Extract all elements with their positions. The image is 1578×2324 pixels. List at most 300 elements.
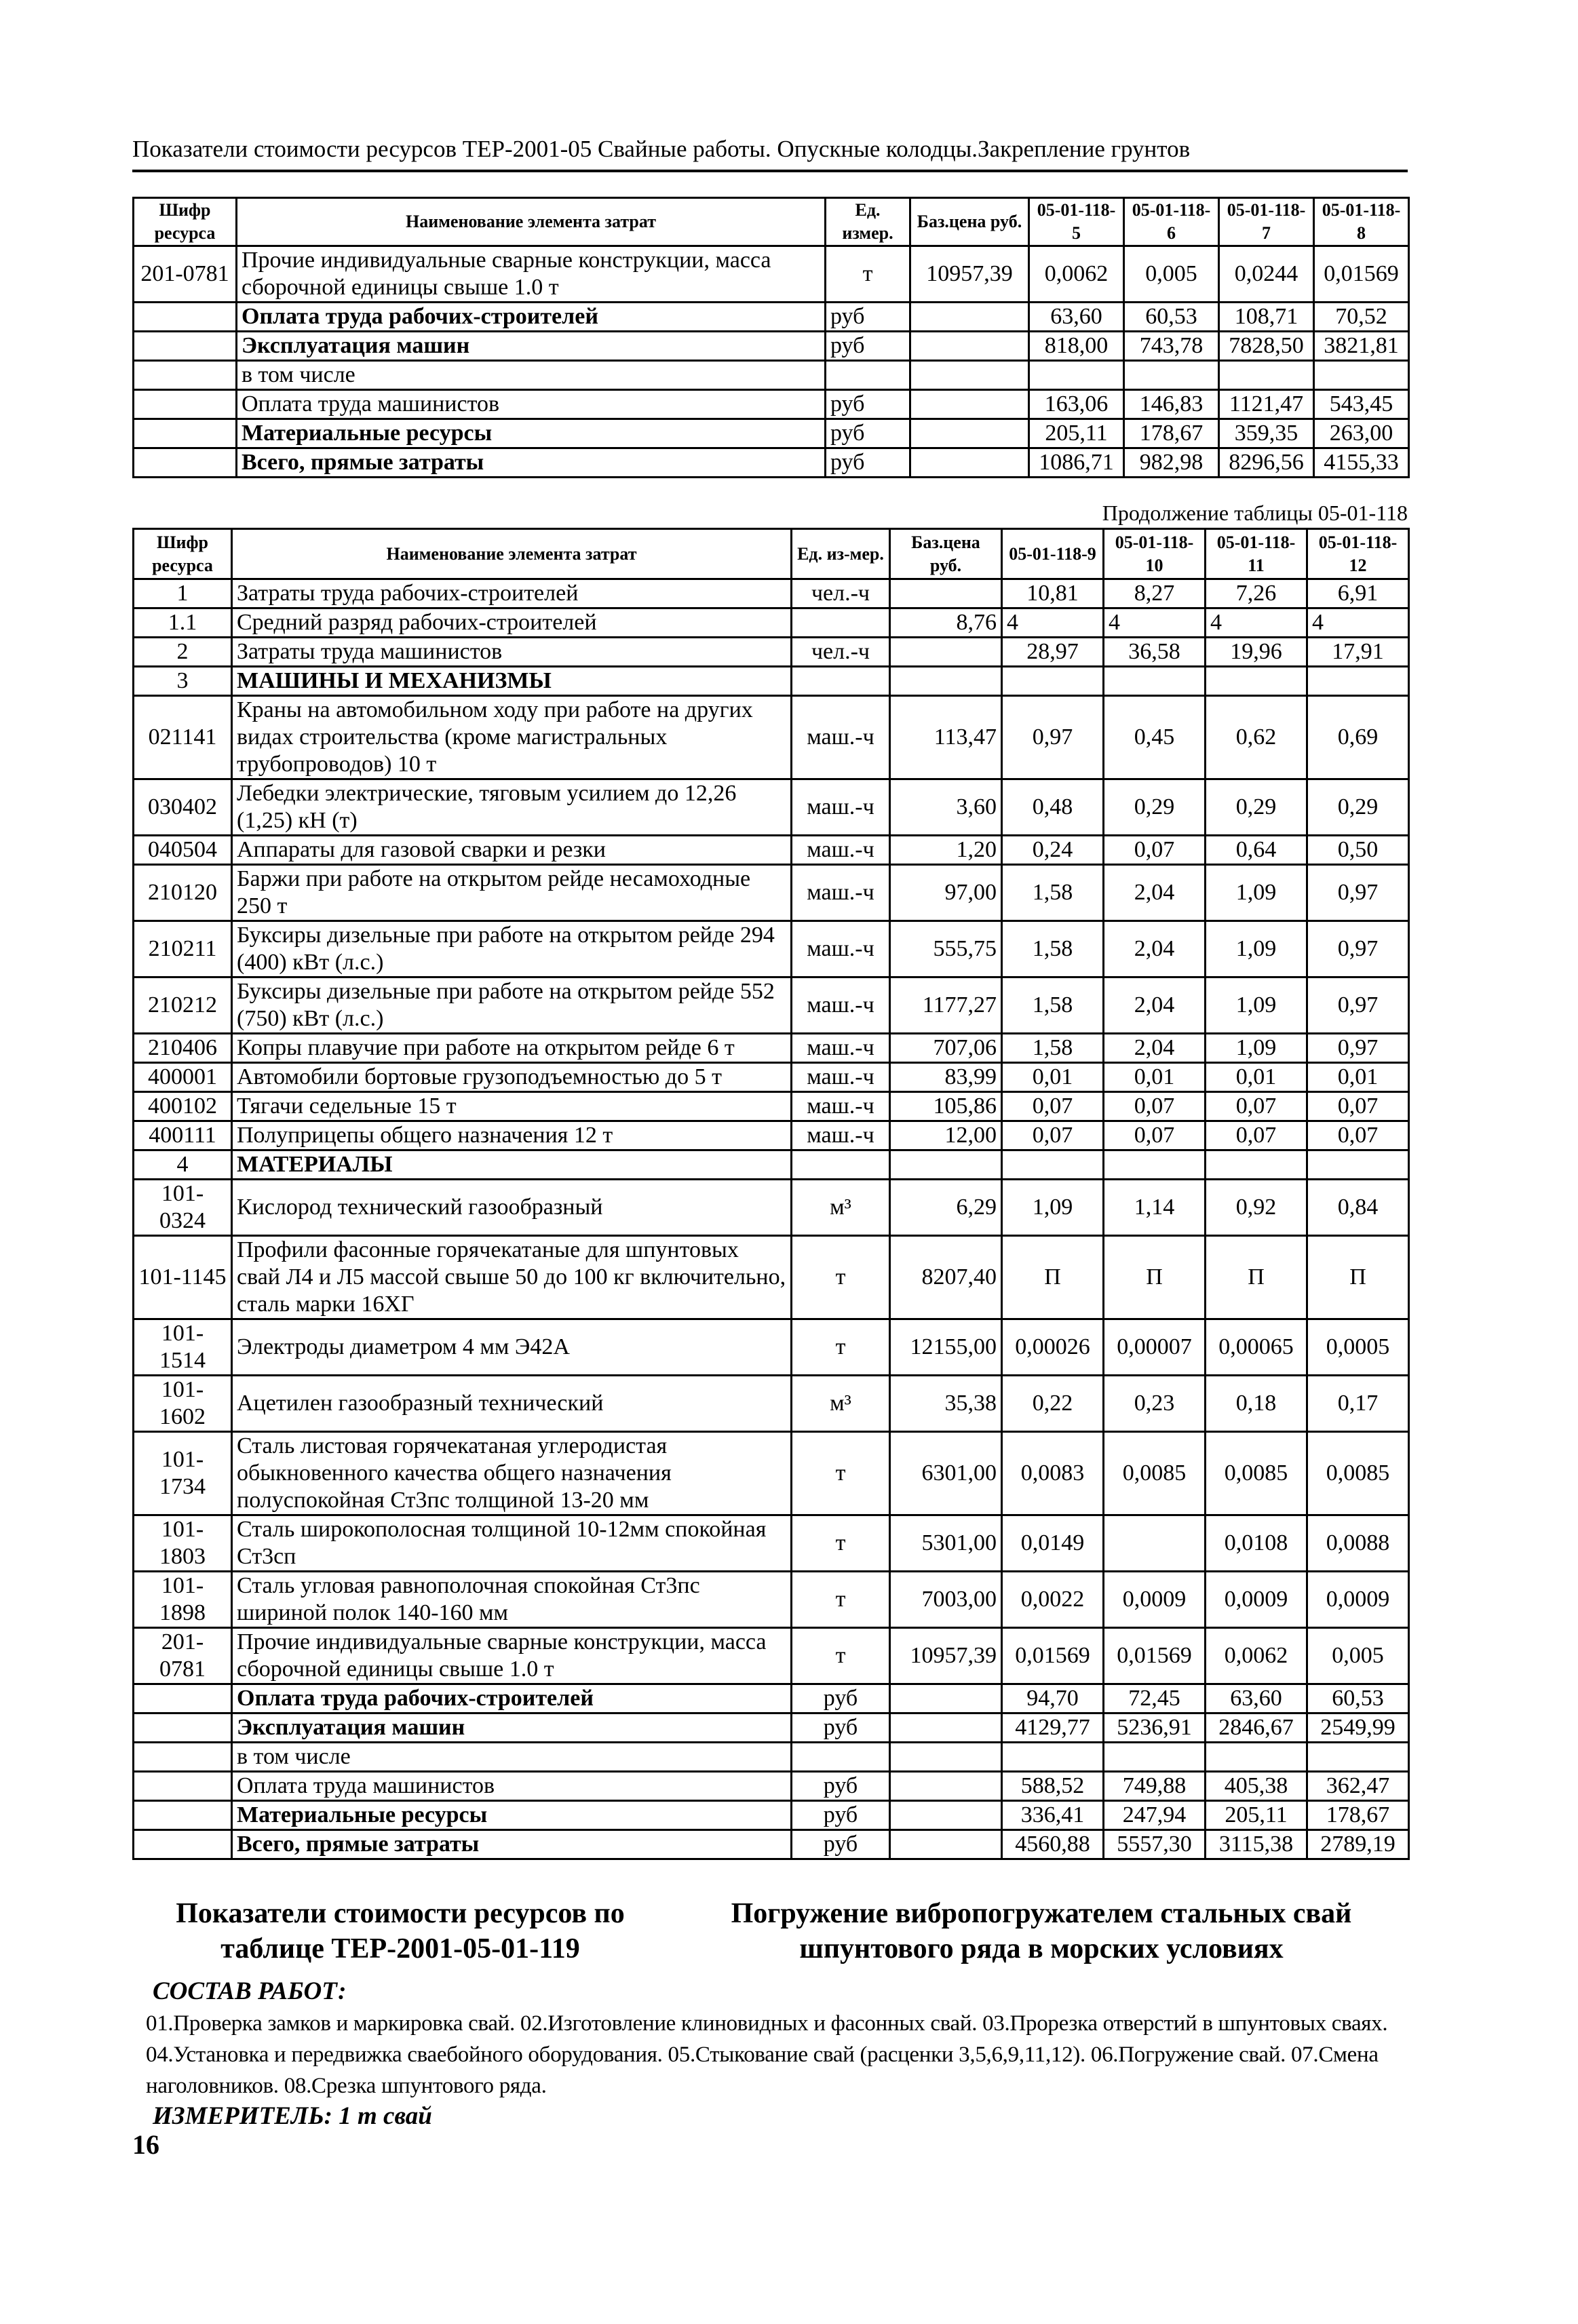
resource-code: 210406 bbox=[134, 1034, 232, 1063]
resource-code: 101-1514 bbox=[134, 1319, 232, 1376]
summary-value: 178,67 bbox=[1124, 419, 1219, 448]
summary-label: Материальные ресурсы bbox=[232, 1801, 792, 1830]
col-header-rate: 05-01-118-6 bbox=[1124, 198, 1219, 246]
summary-value: 818,00 bbox=[1029, 332, 1124, 361]
resource-unit: т bbox=[792, 1432, 890, 1515]
summary-value: 205,11 bbox=[1206, 1801, 1307, 1830]
summary-label: Всего, прямые затраты bbox=[232, 1830, 792, 1859]
rate-value: 0,01 bbox=[1104, 1063, 1206, 1092]
resource-name: Баржи при работе на открытом рейде несамоходные 250 т bbox=[232, 865, 792, 921]
rate-value: 0,0009 bbox=[1206, 1572, 1307, 1628]
summary-unit: руб bbox=[826, 448, 910, 478]
summary-value: 8296,56 bbox=[1219, 448, 1314, 478]
resource-price: 113,47 bbox=[890, 696, 1002, 779]
table-row bbox=[134, 696, 1409, 779]
summary-value: 5557,30 bbox=[1104, 1830, 1206, 1859]
col-header-name: Наименование элемента затрат bbox=[237, 198, 826, 246]
summary-row bbox=[134, 303, 1409, 332]
col-header-rate: 05-01-118-10 bbox=[1104, 529, 1206, 579]
resource-code: 101-1602 bbox=[134, 1376, 232, 1432]
resource-code: 210120 bbox=[134, 865, 232, 921]
table-row bbox=[134, 1319, 1409, 1376]
table-row bbox=[134, 1628, 1409, 1684]
section-title: МАШИНЫ И МЕХАНИЗМЫ bbox=[232, 667, 792, 696]
resource-unit: маш.-ч bbox=[792, 836, 890, 865]
summary-row bbox=[134, 419, 1409, 448]
resource-unit: маш.-ч bbox=[792, 1034, 890, 1063]
summary-value: 5236,91 bbox=[1104, 1713, 1206, 1743]
resource-unit: маш.-ч bbox=[792, 696, 890, 779]
rate-value: 0,0005 bbox=[1307, 1319, 1409, 1376]
rate-value: 0,07 bbox=[1002, 1092, 1104, 1121]
running-header: Показатели стоимости ресурсов ТЕР-2001-05 Свайные работы. Опускные колодцы.Закрепление грунтов bbox=[132, 136, 1191, 162]
summary-unit: руб bbox=[826, 332, 910, 361]
resource-price: 555,75 bbox=[890, 921, 1002, 977]
table-row bbox=[134, 1432, 1409, 1515]
resource-unit: т bbox=[826, 246, 910, 303]
summary-row bbox=[134, 1830, 1409, 1859]
rate-value: П bbox=[1307, 1236, 1409, 1319]
resource-price: 1177,27 bbox=[890, 977, 1002, 1034]
summary-value: 7828,50 bbox=[1219, 332, 1314, 361]
summary-row bbox=[134, 1772, 1409, 1801]
rate-value: 0,01 bbox=[1206, 1063, 1307, 1092]
composition-label: СОСТАВ РАБОТ: bbox=[153, 1977, 347, 2005]
rate-value: 1,09 bbox=[1206, 977, 1307, 1034]
summary-row bbox=[134, 1743, 1409, 1772]
rate-value: 0,01 bbox=[1002, 1063, 1104, 1092]
measure-unit: ИЗМЕРИТЕЛЬ: 1 т свай bbox=[153, 2102, 432, 2130]
col-header-rate: 05-01-118-11 bbox=[1206, 529, 1307, 579]
resource-price: 5301,00 bbox=[890, 1515, 1002, 1572]
col-header-rate: 05-01-118-7 bbox=[1219, 198, 1314, 246]
rate-value: 2,04 bbox=[1104, 1034, 1206, 1063]
resource-code: 101-0324 bbox=[134, 1180, 232, 1236]
resource-unit: маш.-ч bbox=[792, 1092, 890, 1121]
summary-label: Эксплуатация машин bbox=[232, 1713, 792, 1743]
rate-value: 1,58 bbox=[1002, 865, 1104, 921]
rate-value: 0,17 bbox=[1307, 1376, 1409, 1432]
table-row bbox=[134, 1034, 1409, 1063]
resource-price: 6,29 bbox=[890, 1180, 1002, 1236]
col-header-price: Баз.цена руб. bbox=[910, 198, 1029, 246]
table-header-row bbox=[134, 198, 1409, 246]
table-header-row bbox=[134, 529, 1409, 579]
resource-unit: т bbox=[792, 1515, 890, 1572]
summary-value: 60,53 bbox=[1307, 1684, 1409, 1713]
rate-value: 10,81 bbox=[1002, 579, 1104, 608]
rate-value: 0,29 bbox=[1206, 779, 1307, 836]
rate-value: П bbox=[1002, 1236, 1104, 1319]
resource-unit: т bbox=[792, 1628, 890, 1684]
rate-value: 0,97 bbox=[1307, 1034, 1409, 1063]
table-row bbox=[134, 779, 1409, 836]
summary-unit: руб bbox=[792, 1830, 890, 1859]
resource-price: 7003,00 bbox=[890, 1572, 1002, 1628]
summary-label: Оплата труда рабочих-строителей bbox=[237, 303, 826, 332]
col-header-price: Баз.цена руб. bbox=[890, 529, 1002, 579]
resource-name: Затраты труда рабочих-строителей bbox=[232, 579, 792, 608]
summary-value: 336,41 bbox=[1002, 1801, 1104, 1830]
rate-value: 0,64 bbox=[1206, 836, 1307, 865]
rate-value: 0,0009 bbox=[1104, 1572, 1206, 1628]
rate-value: 0,00007 bbox=[1104, 1319, 1206, 1376]
resource-price: 12155,00 bbox=[890, 1319, 1002, 1376]
resource-price: 10957,39 bbox=[890, 1628, 1002, 1684]
resource-name: Лебедки электрические, тяговым усилием до 12,26 (1,25) кН (т) bbox=[232, 779, 792, 836]
summary-label: Эксплуатация машин bbox=[237, 332, 826, 361]
rate-value: 0,97 bbox=[1002, 696, 1104, 779]
summary-unit: руб bbox=[792, 1684, 890, 1713]
section-row bbox=[134, 667, 1409, 696]
rate-value: 0,84 bbox=[1307, 1180, 1409, 1236]
summary-row bbox=[134, 332, 1409, 361]
rate-value: 1,09 bbox=[1206, 1034, 1307, 1063]
resource-price: 105,86 bbox=[890, 1092, 1002, 1121]
resource-name: Профили фасонные горячекатаные для шпунтовых свай Л4 и Л5 массой свыше 50 до 100 кг включительно, сталь марки 16ХГ bbox=[232, 1236, 792, 1319]
resource-price: 83,99 bbox=[890, 1063, 1002, 1092]
rate-value: 1,09 bbox=[1206, 865, 1307, 921]
summary-row bbox=[134, 448, 1409, 478]
rate-value: 0,0009 bbox=[1307, 1572, 1409, 1628]
resource-price bbox=[890, 638, 1002, 667]
resource-name: Автомобили бортовые грузоподъемностью до 5 т bbox=[232, 1063, 792, 1092]
resource-unit: маш.-ч bbox=[792, 865, 890, 921]
resource-code: 400001 bbox=[134, 1063, 232, 1092]
summary-unit: руб bbox=[826, 303, 910, 332]
resource-name: Сталь листовая горячекатаная углеродистая обыкновенного качества общего назначения полуспокойная Ст3пс толщиной 13-20 мм bbox=[232, 1432, 792, 1515]
summary-value: 588,52 bbox=[1002, 1772, 1104, 1801]
section-code: 3 bbox=[134, 667, 232, 696]
resource-name: Аппараты для газовой сварки и резки bbox=[232, 836, 792, 865]
summary-value: 205,11 bbox=[1029, 419, 1124, 448]
resource-unit: маш.-ч bbox=[792, 977, 890, 1034]
table-row bbox=[134, 865, 1409, 921]
summary-unit: руб bbox=[826, 419, 910, 448]
summary-value: 2549,99 bbox=[1307, 1713, 1409, 1743]
resource-price: 8207,40 bbox=[890, 1236, 1002, 1319]
rate-value: 0,01 bbox=[1307, 1063, 1409, 1092]
resource-code: 1 bbox=[134, 579, 232, 608]
resource-code: 2 bbox=[134, 638, 232, 667]
summary-value: 3821,81 bbox=[1314, 332, 1409, 361]
rate-value: 0,07 bbox=[1307, 1092, 1409, 1121]
table-row bbox=[134, 1236, 1409, 1319]
summary-value: 3115,38 bbox=[1206, 1830, 1307, 1859]
col-header-unit: Ед. из-мер. bbox=[792, 529, 890, 579]
rate-value bbox=[1104, 1515, 1206, 1572]
rate-value: 0,97 bbox=[1307, 865, 1409, 921]
summary-value: 1121,47 bbox=[1219, 390, 1314, 419]
resource-unit: м³ bbox=[792, 1376, 890, 1432]
page-number: 16 bbox=[132, 2129, 159, 2160]
continuation-label: Продолжение таблицы 05-01-118 bbox=[1102, 501, 1408, 525]
summary-label: Оплата труда машинистов bbox=[237, 390, 826, 419]
rate-value: 0,92 bbox=[1206, 1180, 1307, 1236]
rate-value: 0,01569 bbox=[1104, 1628, 1206, 1684]
summary-value: 4560,88 bbox=[1002, 1830, 1104, 1859]
rate-value: 1,58 bbox=[1002, 921, 1104, 977]
resource-price: 3,60 bbox=[890, 779, 1002, 836]
rate-value: П bbox=[1206, 1236, 1307, 1319]
rate-value: 36,58 bbox=[1104, 638, 1206, 667]
rate-value: 0,07 bbox=[1104, 836, 1206, 865]
table-row bbox=[134, 608, 1409, 638]
table-row bbox=[134, 579, 1409, 608]
rate-value: 0,0085 bbox=[1206, 1432, 1307, 1515]
rate-value: 0,45 bbox=[1104, 696, 1206, 779]
resource-unit: маш.-ч bbox=[792, 779, 890, 836]
resource-name: Копры плавучие при работе на открытом рейде 6 т bbox=[232, 1034, 792, 1063]
rate-value: 0,0108 bbox=[1206, 1515, 1307, 1572]
rate-value: 0,07 bbox=[1206, 1092, 1307, 1121]
rate-value: 0,97 bbox=[1307, 921, 1409, 977]
rate-value: 6,91 bbox=[1307, 579, 1409, 608]
table-row bbox=[134, 977, 1409, 1034]
table-row bbox=[134, 1515, 1409, 1572]
summary-value: 2846,67 bbox=[1206, 1713, 1307, 1743]
summary-label: Оплата труда рабочих-строителей bbox=[232, 1684, 792, 1713]
summary-row bbox=[134, 1684, 1409, 1713]
summary-value: 94,70 bbox=[1002, 1684, 1104, 1713]
summary-label: в том числе bbox=[237, 361, 826, 390]
col-header-name: Наименование элемента затрат bbox=[232, 529, 792, 579]
rate-value: 0,00026 bbox=[1002, 1319, 1104, 1376]
resource-name: Сталь угловая равнополочная спокойная Ст3пс шириной полок 140-160 мм bbox=[232, 1572, 792, 1628]
resource-unit: маш.-ч bbox=[792, 1121, 890, 1150]
summary-value: 749,88 bbox=[1104, 1772, 1206, 1801]
section-row bbox=[134, 1150, 1409, 1180]
resource-code: 400111 bbox=[134, 1121, 232, 1150]
summary-row bbox=[134, 1713, 1409, 1743]
resource-price: 1,20 bbox=[890, 836, 1002, 865]
rate-value: 0,22 bbox=[1002, 1376, 1104, 1432]
summary-value: 60,53 bbox=[1124, 303, 1219, 332]
rate-value: 0,0088 bbox=[1307, 1515, 1409, 1572]
summary-label: Материальные ресурсы bbox=[237, 419, 826, 448]
summary-value: 982,98 bbox=[1124, 448, 1219, 478]
resource-name: Буксиры дизельные при работе на открытом рейде 552 (750) кВт (л.с.) bbox=[232, 977, 792, 1034]
summary-value: 4129,77 bbox=[1002, 1713, 1104, 1743]
resource-unit bbox=[792, 608, 890, 638]
resource-code: 210211 bbox=[134, 921, 232, 977]
summary-label: в том числе bbox=[232, 1743, 792, 1772]
rate-value: 4 bbox=[1002, 608, 1104, 638]
resource-code: 400102 bbox=[134, 1092, 232, 1121]
resource-name: Электроды диаметром 4 мм Э42А bbox=[232, 1319, 792, 1376]
resource-price: 97,00 bbox=[890, 865, 1002, 921]
section-code: 4 bbox=[134, 1150, 232, 1180]
rate-value: 0,69 bbox=[1307, 696, 1409, 779]
resource-price: 8,76 bbox=[890, 608, 1002, 638]
rate-value: 17,91 bbox=[1307, 638, 1409, 667]
col-header-rate: 05-01-118-8 bbox=[1314, 198, 1409, 246]
summary-unit: руб bbox=[792, 1713, 890, 1743]
summary-unit: руб bbox=[792, 1772, 890, 1801]
resource-price: 10957,39 bbox=[910, 246, 1029, 303]
summary-label: Всего, прямые затраты bbox=[237, 448, 826, 478]
rate-value: 0,005 bbox=[1307, 1628, 1409, 1684]
resource-code: 021141 bbox=[134, 696, 232, 779]
rate-value: 4 bbox=[1206, 608, 1307, 638]
resource-unit: маш.-ч bbox=[792, 921, 890, 977]
rate-value: 28,97 bbox=[1002, 638, 1104, 667]
table-row bbox=[134, 1092, 1409, 1121]
table-row bbox=[134, 1180, 1409, 1236]
rate-value: 7,26 bbox=[1206, 579, 1307, 608]
resource-price: 35,38 bbox=[890, 1376, 1002, 1432]
rate-value: 2,04 bbox=[1104, 865, 1206, 921]
resource-name: Ацетилен газообразный технический bbox=[232, 1376, 792, 1432]
header-rule bbox=[132, 170, 1408, 172]
summary-label: Оплата труда машинистов bbox=[232, 1772, 792, 1801]
summary-value: 146,83 bbox=[1124, 390, 1219, 419]
table-row bbox=[134, 1063, 1409, 1092]
rate-value: 0,0085 bbox=[1307, 1432, 1409, 1515]
table-row bbox=[134, 836, 1409, 865]
summary-value: 405,38 bbox=[1206, 1772, 1307, 1801]
resource-name: Прочие индивидуальные сварные конструкции, масса сборочной единицы свыше 1.0 т bbox=[237, 246, 826, 303]
resource-name: Кислород технический газообразный bbox=[232, 1180, 792, 1236]
summary-value: 247,94 bbox=[1104, 1801, 1206, 1830]
summary-value: 4155,33 bbox=[1314, 448, 1409, 478]
resource-name: Затраты труда машинистов bbox=[232, 638, 792, 667]
rate-value: 0,24 bbox=[1002, 836, 1104, 865]
resource-unit: т bbox=[792, 1236, 890, 1319]
summary-value: 70,52 bbox=[1314, 303, 1409, 332]
works-list: 01.Проверка замков и маркировка свай. 02.Изготовление клиновидных и фасонных свай. 03.Прорезка отверстий в шпунтовых сваях. 04.Установка и передвижка сваебойного оборудования. 05.Стыкование свай (расценки 3,5,6,9,11,12). 06.Погружение свай. 07.Смена наголовников. 08.Срезка шпунтового ряда. bbox=[146, 2011, 1388, 2098]
table-row bbox=[134, 1121, 1409, 1150]
resource-unit: т bbox=[792, 1319, 890, 1376]
summary-value: 108,71 bbox=[1219, 303, 1314, 332]
resource-code: 101-1803 bbox=[134, 1515, 232, 1572]
resource-table-main bbox=[132, 528, 1410, 1860]
rate-value: 19,96 bbox=[1206, 638, 1307, 667]
rate-value: 0,0022 bbox=[1002, 1572, 1104, 1628]
table-row bbox=[134, 638, 1409, 667]
col-header-rate: 05-01-118-5 bbox=[1029, 198, 1124, 246]
summary-row bbox=[134, 361, 1409, 390]
summary-value: 1086,71 bbox=[1029, 448, 1124, 478]
col-header-unit: Ед. измер. bbox=[826, 198, 910, 246]
summary-value: 362,47 bbox=[1307, 1772, 1409, 1801]
rate-value: 0,07 bbox=[1307, 1121, 1409, 1150]
summary-value: 543,45 bbox=[1314, 390, 1409, 419]
section-title-right: Погружение вибропогружателем стальных свай шпунтового ряда в морских условиях bbox=[731, 1898, 1352, 1964]
section-title: МАТЕРИАЛЫ bbox=[232, 1150, 792, 1180]
table-row bbox=[134, 921, 1409, 977]
resource-price: 12,00 bbox=[890, 1121, 1002, 1150]
rate-value: 0,29 bbox=[1307, 779, 1409, 836]
rate-value: 0,0062 bbox=[1206, 1628, 1307, 1684]
rate-value: 0,005 bbox=[1124, 246, 1219, 303]
resource-price: 707,06 bbox=[890, 1034, 1002, 1063]
resource-name: Краны на автомобильном ходу при работе на других видах строительства (кроме магистральных трубопроводов) 10 т bbox=[232, 696, 792, 779]
resource-code: 210212 bbox=[134, 977, 232, 1034]
resource-name: Полуприцепы общего назначения 12 т bbox=[232, 1121, 792, 1150]
summary-value: 359,35 bbox=[1219, 419, 1314, 448]
rate-value: 0,0062 bbox=[1029, 246, 1124, 303]
col-header-code: Шифр ресурса bbox=[134, 198, 237, 246]
rate-value: 4 bbox=[1307, 608, 1409, 638]
table-row bbox=[134, 1376, 1409, 1432]
rate-value: 0,00065 bbox=[1206, 1319, 1307, 1376]
summary-value: 72,45 bbox=[1104, 1684, 1206, 1713]
rate-value: 0,29 bbox=[1104, 779, 1206, 836]
summary-value: 178,67 bbox=[1307, 1801, 1409, 1830]
resource-unit: маш.-ч bbox=[792, 1063, 890, 1092]
rate-value: 0,97 bbox=[1307, 977, 1409, 1034]
summary-value: 163,06 bbox=[1029, 390, 1124, 419]
resource-price: 6301,00 bbox=[890, 1432, 1002, 1515]
resource-unit: м³ bbox=[792, 1180, 890, 1236]
resource-code: 030402 bbox=[134, 779, 232, 836]
resource-unit: чел.-ч bbox=[792, 579, 890, 608]
summary-unit: руб bbox=[826, 390, 910, 419]
col-header-rate: 05-01-118-12 bbox=[1307, 529, 1409, 579]
rate-value: 2,04 bbox=[1104, 921, 1206, 977]
rate-value: 0,0085 bbox=[1104, 1432, 1206, 1515]
rate-value: 0,0083 bbox=[1002, 1432, 1104, 1515]
rate-value: П bbox=[1104, 1236, 1206, 1319]
rate-value: 0,07 bbox=[1104, 1092, 1206, 1121]
rate-value: 8,27 bbox=[1104, 579, 1206, 608]
rate-value: 0,50 bbox=[1307, 836, 1409, 865]
section-title-left: Показатели стоимости ресурсов по таблице ТЕР-2001-05-01-119 bbox=[176, 1898, 625, 1964]
summary-value: 2789,19 bbox=[1307, 1830, 1409, 1859]
col-header-rate: 05-01-118-9 bbox=[1002, 529, 1104, 579]
rate-value: 4 bbox=[1104, 608, 1206, 638]
summary-row bbox=[134, 1801, 1409, 1830]
summary-unit: руб bbox=[792, 1801, 890, 1830]
resource-code: 101-1734 bbox=[134, 1432, 232, 1515]
resource-unit: чел.-ч bbox=[792, 638, 890, 667]
rate-value: 1,09 bbox=[1002, 1180, 1104, 1236]
resource-code: 1.1 bbox=[134, 608, 232, 638]
rate-value: 1,14 bbox=[1104, 1180, 1206, 1236]
table-row bbox=[134, 1572, 1409, 1628]
resource-code: 101-1145 bbox=[134, 1236, 232, 1319]
rate-value: 0,18 bbox=[1206, 1376, 1307, 1432]
rate-value: 1,58 bbox=[1002, 1034, 1104, 1063]
resource-code: 201-0781 bbox=[134, 246, 237, 303]
rate-value: 0,0244 bbox=[1219, 246, 1314, 303]
summary-row bbox=[134, 390, 1409, 419]
rate-value: 0,01569 bbox=[1314, 246, 1409, 303]
summary-value: 743,78 bbox=[1124, 332, 1219, 361]
rate-value: 0,07 bbox=[1002, 1121, 1104, 1150]
resource-name: Средний разряд рабочих-строителей bbox=[232, 608, 792, 638]
resource-unit: т bbox=[792, 1572, 890, 1628]
rate-value: 0,62 bbox=[1206, 696, 1307, 779]
rate-value: 1,58 bbox=[1002, 977, 1104, 1034]
resource-code: 101-1898 bbox=[134, 1572, 232, 1628]
rate-value: 0,23 bbox=[1104, 1376, 1206, 1432]
rate-value: 0,48 bbox=[1002, 779, 1104, 836]
col-header-code: Шифр ресурса bbox=[134, 529, 232, 579]
resource-name: Буксиры дизельные при работе на открытом рейде 294 (400) кВт (л.с.) bbox=[232, 921, 792, 977]
resource-name: Прочие индивидуальные сварные конструкции, масса сборочной единицы свыше 1.0 т bbox=[232, 1628, 792, 1684]
rate-value: 2,04 bbox=[1104, 977, 1206, 1034]
resource-code: 040504 bbox=[134, 836, 232, 865]
rate-value: 0,01569 bbox=[1002, 1628, 1104, 1684]
summary-value: 63,60 bbox=[1029, 303, 1124, 332]
rate-value: 0,0149 bbox=[1002, 1515, 1104, 1572]
resource-table-top bbox=[132, 197, 1410, 478]
resource-name: Тягачи седельные 15 т bbox=[232, 1092, 792, 1121]
table-row bbox=[134, 246, 1409, 303]
resource-code: 201-0781 bbox=[134, 1628, 232, 1684]
